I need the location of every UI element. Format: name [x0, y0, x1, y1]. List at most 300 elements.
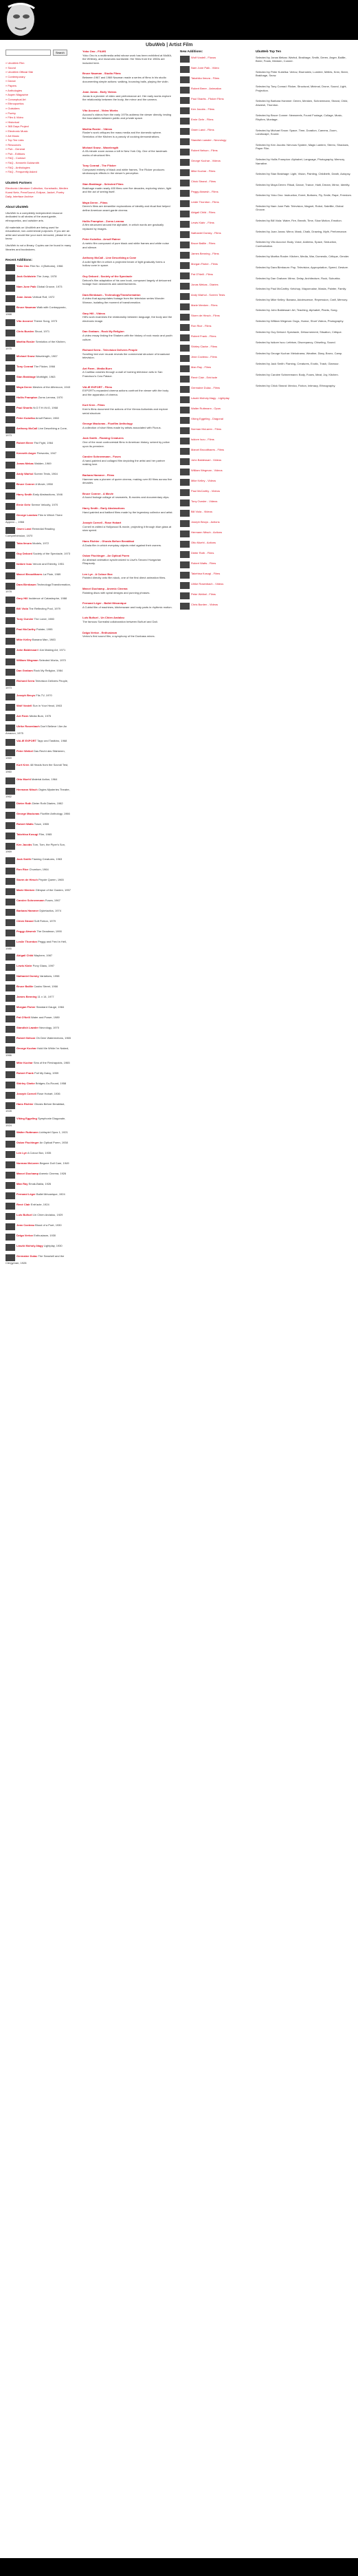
- recent-item[interactable]: [5, 285, 71, 292]
- recent-item-title[interactable]: Ulrike Rosenbach: [16, 724, 40, 728]
- top-ten-block[interactable]: Selected by Bruce Conner: Newsreels, Found Footage, Collage, Music, Rhythm, Montage.: [256, 114, 343, 121]
- recent-item[interactable]: [5, 1161, 71, 1168]
- mid-entry-label[interactable]: Shirley Clarke - Films: [191, 344, 218, 348]
- mid-entry[interactable]: [180, 262, 243, 269]
- recent-item-title[interactable]: Oskar Fischinger: [16, 1141, 39, 1145]
- recent-item-title[interactable]: Chris Burden: [16, 330, 34, 334]
- mid-entry-label[interactable]: Morgan Fisher - Films: [191, 261, 218, 266]
- recent-item[interactable]: [5, 1151, 71, 1158]
- top-ten-block[interactable]: Selected by Jonas Mekas: Warhol, Brakhage, Smith, Deren, Anger, Baillie, Breer, Frank, Menken, Conner.: [256, 55, 346, 63]
- recent-item-title[interactable]: Barbara Hammer: [16, 908, 39, 912]
- recent-item-title[interactable]: Robert Nelson: [16, 1036, 36, 1040]
- mid-entry-label[interactable]: Ron Rice - Films: [191, 323, 212, 328]
- recent-item-title[interactable]: Jean Cocteau: [16, 1223, 35, 1227]
- top-ten-block[interactable]: Selected by George Kuchar: Melodrama, Weather, Diary, Bronx, Camp.: [256, 351, 343, 355]
- recent-item-title[interactable]: Michael Snow: [16, 354, 35, 358]
- main-entry-heading[interactable]: Kurt Kren - Films: [82, 403, 105, 407]
- nav-item[interactable]: » Aspen Magazine: [5, 93, 28, 97]
- mid-entry-label[interactable]: Wolf Vostell - Fluxus: [191, 55, 216, 59]
- recent-item[interactable]: [5, 868, 71, 874]
- recent-item-title[interactable]: Marcel Duchamp: [16, 1172, 39, 1176]
- recent-item[interactable]: [5, 919, 71, 926]
- recent-item-title[interactable]: Bruce Nauman: [16, 305, 36, 309]
- mid-entry-label[interactable]: Robert Watts - Films: [191, 561, 216, 565]
- recent-item-title[interactable]: Morgan Fisher: [16, 1005, 36, 1009]
- mid-entry-label[interactable]: Owen Land - Films: [191, 127, 214, 131]
- mid-entry-label[interactable]: Jonas Mekas - Diaries: [191, 282, 219, 286]
- recent-item-title[interactable]: Robert Breer: [16, 440, 34, 444]
- mid-entry[interactable]: [180, 242, 243, 248]
- nav-item[interactable]: » Top Ten Lists: [5, 138, 24, 142]
- recent-item[interactable]: [5, 648, 71, 655]
- mid-entry-label[interactable]: Standish Lawder - Necrology: [191, 138, 227, 142]
- recent-item[interactable]: [5, 572, 71, 579]
- recent-item[interactable]: [5, 627, 71, 634]
- recent-item-title[interactable]: Jack Smith: [16, 857, 32, 861]
- main-entry-heading[interactable]: Oskar Fischinger - An Optical Poem: [82, 554, 130, 558]
- main-entry-heading[interactable]: Carolee Schneemann - Fuses: [82, 455, 121, 459]
- recent-item-title[interactable]: Kenneth Anger: [16, 451, 36, 455]
- mid-entry[interactable]: [180, 510, 243, 517]
- mid-entry[interactable]: [180, 128, 243, 135]
- recent-item[interactable]: [5, 788, 71, 799]
- recent-item[interactable]: [5, 1071, 71, 1078]
- recent-item-title[interactable]: Vito Acconci: [16, 319, 34, 323]
- recent-item[interactable]: [5, 340, 71, 351]
- nav-item[interactable]: » Papers: [5, 83, 17, 87]
- recent-item[interactable]: [5, 878, 71, 885]
- main-entry-heading[interactable]: Vito Acconci - Video Works: [82, 108, 118, 112]
- mid-entry-label[interactable]: Abigail Child - Films: [191, 210, 216, 214]
- recent-item[interactable]: [5, 930, 71, 936]
- mid-entry[interactable]: [180, 365, 243, 372]
- top-ten-block[interactable]: Selected by Michael Snow: Space, Time, Duration, Camera, Zoom, Landscape, Sound.: [256, 128, 337, 136]
- mid-entry-label[interactable]: Storm de Hirsch - Films: [191, 313, 220, 317]
- recent-item[interactable]: [5, 385, 71, 392]
- mid-entry[interactable]: [180, 572, 243, 579]
- main-entry-heading[interactable]: Dziga Vertov - Enthusiasm: [82, 630, 118, 634]
- recent-item-title[interactable]: Dan Graham: [16, 669, 33, 673]
- mid-entry[interactable]: [180, 180, 243, 186]
- main-entry-heading[interactable]: Gary Hill - Videos: [82, 311, 106, 315]
- top-ten-block[interactable]: Selected by Martha Rosler: Kitchen, Media, War, Domestic, Critique, Gender.: [256, 255, 350, 259]
- mid-entry[interactable]: [180, 190, 243, 197]
- mid-entry-label[interactable]: Dieter Roth - Films: [191, 550, 214, 555]
- main-entry-heading[interactable]: Guy Debord - Society of the Spectacle: [82, 274, 133, 278]
- recent-item[interactable]: [5, 354, 71, 361]
- top-ten-block[interactable]: Selected by Bill Viola: Water, Fire, Breath, Time, Slow Motion, Emotion.: [256, 219, 342, 223]
- mid-entry-label[interactable]: Peter Weibel - Films: [191, 592, 216, 596]
- mid-entry[interactable]: [180, 489, 243, 496]
- mid-entry[interactable]: [180, 211, 243, 217]
- mid-entry-label[interactable]: Chris Burden - Videos: [191, 602, 219, 606]
- recent-item-title[interactable]: Dara Birnbaum: [16, 582, 36, 586]
- mid-entry-label[interactable]: René Clair - Entr'acte: [191, 375, 218, 379]
- recent-item-title[interactable]: Isidore Isou: [16, 561, 32, 566]
- nav-item[interactable]: » Historical: [5, 120, 19, 124]
- main-entry-heading[interactable]: Stan Brakhage - Selected Films: [82, 182, 124, 186]
- mid-entry-label[interactable]: Germaine Dulac - Films: [191, 385, 221, 389]
- recent-item[interactable]: [5, 888, 71, 895]
- mid-entry-label[interactable]: George Kuchar - Videos: [191, 158, 221, 162]
- mid-entry-label[interactable]: Robert Frank - Films: [191, 334, 216, 338]
- recent-item-title[interactable]: Gary Hill: [16, 597, 28, 601]
- recent-item[interactable]: [5, 833, 71, 839]
- recent-item-title[interactable]: Kurt Kren: [16, 763, 30, 767]
- main-entry-heading[interactable]: Joan Jonas - Early Videos: [82, 90, 117, 94]
- recent-item[interactable]: [5, 964, 71, 971]
- top-ten-block[interactable]: Selected by Peter Kubelka: Vertov, Eisenstein, Lumière, Méliès, Kren, Breer, Brakhage, Snow.: [256, 69, 349, 78]
- mid-entry-label[interactable]: Paul Sharits - Flicker Films: [191, 96, 224, 100]
- recent-item-title[interactable]: VALIE EXPORT: [16, 738, 37, 742]
- recent-item[interactable]: [5, 1192, 71, 1199]
- nav-item[interactable]: » Ethnopoetics: [5, 102, 24, 106]
- nav-item[interactable]: » Art Music: [5, 133, 19, 138]
- main-entry-heading[interactable]: Yoko Ono - FILMS: [82, 50, 107, 53]
- recent-item[interactable]: [5, 330, 71, 336]
- nav-item[interactable]: » UbuWeb Official Site: [5, 70, 34, 74]
- recent-item[interactable]: [5, 843, 71, 854]
- mid-entry[interactable]: [180, 376, 243, 383]
- mid-entry-label[interactable]: Pat O'Neill - Films: [191, 272, 213, 276]
- top-ten-block[interactable]: Selected by Joan Jonas: Mirror, Mask, Chalk, Drawing, Myth, Performance.: [256, 229, 348, 233]
- recent-item[interactable]: [5, 472, 71, 479]
- top-ten-block[interactable]: Selected by Vito Acconci: Body, Voice, Address, Space, Seduction, Confrontation.: [256, 240, 337, 248]
- recent-item[interactable]: [5, 562, 71, 569]
- mid-entry[interactable]: [180, 76, 243, 83]
- recent-item-title[interactable]: Owen Land: [16, 527, 32, 531]
- top-ten-block[interactable]: Selected by Yoko Ono: Instruction, Event, Bottoms, Fly, Smile, Rape, Freedom.: [256, 193, 352, 197]
- main-entry-heading[interactable]: Barbara Hammer - Films: [82, 473, 115, 477]
- mid-entry[interactable]: [180, 479, 243, 486]
- recent-item-title[interactable]: Carolee Schneemann: [16, 898, 45, 902]
- recent-item-title[interactable]: Standish Lawder: [16, 1026, 39, 1030]
- nav-item[interactable]: » Pub - Editions: [5, 151, 25, 155]
- nav-item[interactable]: » Outsiders: [5, 106, 20, 110]
- recent-item-title[interactable]: George Maciunas: [16, 812, 40, 816]
- recent-item[interactable]: [5, 1172, 71, 1179]
- recent-item-title[interactable]: Paul Sharits: [16, 405, 33, 409]
- recent-item[interactable]: [5, 396, 71, 402]
- recent-item[interactable]: [5, 1036, 71, 1043]
- recent-item-title[interactable]: Shirley Clarke: [16, 1082, 35, 1086]
- main-entry-heading[interactable]: Martha Rosler - Videos: [82, 127, 113, 131]
- recent-item-title[interactable]: Bruce Conner: [16, 482, 35, 486]
- recent-item[interactable]: [5, 1234, 71, 1241]
- recent-item-title[interactable]: Robert Frank: [16, 1071, 34, 1075]
- recent-item-title[interactable]: George Landow: [16, 513, 38, 517]
- recent-item-title[interactable]: Marie Menken: [16, 888, 35, 892]
- mid-entry[interactable]: [180, 427, 243, 434]
- recent-item[interactable]: [5, 1213, 71, 1220]
- main-entry-heading[interactable]: VALIE EXPORT - Films: [82, 385, 113, 389]
- mid-entry-label[interactable]: Mike Kelley - Videos: [191, 478, 216, 482]
- recent-item-title[interactable]: Joseph Cornell: [16, 1092, 36, 1096]
- mid-entry[interactable]: [180, 118, 243, 125]
- recent-item-title[interactable]: Mike Kuchar: [16, 1061, 33, 1065]
- mid-entry-label[interactable]: Norman McLaren - Films: [191, 427, 222, 431]
- recent-item-title[interactable]: Peter Kubelka: [16, 416, 35, 420]
- mid-entry-label[interactable]: László Moholy-Nagy - Lightplay: [191, 396, 230, 400]
- mid-entry[interactable]: [180, 231, 243, 238]
- mid-entry[interactable]: [180, 530, 243, 537]
- main-entry-heading[interactable]: Marcel Duchamp - Anemic Cinema: [82, 587, 128, 591]
- nav-item[interactable]: » Resources: [5, 142, 21, 147]
- recent-item-title[interactable]: Maya Deren: [16, 385, 32, 389]
- main-entry-heading[interactable]: Dara Birnbaum - Technology/Transformation: [82, 292, 141, 297]
- mid-entry[interactable]: [180, 500, 243, 506]
- mid-entry[interactable]: [180, 97, 243, 104]
- mid-entry[interactable]: [180, 603, 243, 610]
- nav-item[interactable]: » Electronic Music: [5, 129, 28, 133]
- mid-entry[interactable]: [180, 56, 243, 63]
- recent-item-title[interactable]: Luis Buñuel: [16, 1213, 32, 1217]
- main-entry-heading[interactable]: George Maciunas - Fluxfilm Anthology: [82, 422, 133, 426]
- recent-item[interactable]: [5, 1026, 71, 1033]
- mid-entry[interactable]: [180, 221, 243, 228]
- main-entry-heading[interactable]: Joseph Cornell - Rose Hobart: [82, 521, 122, 525]
- recent-item[interactable]: [5, 1254, 71, 1265]
- mid-entry[interactable]: [180, 169, 243, 176]
- recent-item-title[interactable]: Chick Strand: [16, 919, 34, 923]
- mid-entry[interactable]: [180, 541, 243, 548]
- recent-item[interactable]: [5, 1005, 71, 1012]
- recent-item[interactable]: [5, 583, 71, 594]
- mid-entry[interactable]: [180, 396, 243, 403]
- recent-item-title[interactable]: Bill Viola: [16, 607, 28, 611]
- recent-item[interactable]: [5, 909, 71, 916]
- mid-entry-label[interactable]: Ken Jacobs - Films: [191, 107, 215, 111]
- recent-item-title[interactable]: Taka Iimura: [16, 541, 32, 545]
- main-entry-heading[interactable]: Len Lye - A Colour Box: [82, 572, 113, 576]
- nav-item[interactable]: » Poetry: [5, 111, 16, 115]
- recent-item[interactable]: [5, 1092, 71, 1099]
- mid-entry-label[interactable]: Isidore Isou - Films: [191, 437, 214, 441]
- mid-entry[interactable]: [180, 417, 243, 424]
- main-entry-heading[interactable]: Bruce Conner - A Movie: [82, 491, 114, 495]
- top-ten-block[interactable]: Selected by John Baldessari: Art, Teaching, Alphabet, Plants, Song.: [256, 308, 338, 312]
- recent-item-title[interactable]: Ron Rice: [16, 867, 29, 871]
- mid-entry-label[interactable]: Man Ray - Films: [191, 365, 212, 369]
- mid-entry-label[interactable]: Takehisa Kosugi - Films: [191, 571, 221, 575]
- mid-entry-label[interactable]: Nathaniel Dorsky - Films: [191, 230, 221, 235]
- recent-item[interactable]: [5, 1130, 71, 1137]
- recent-item[interactable]: [5, 1046, 71, 1058]
- mid-entry-label[interactable]: Otto Muehl - Actions: [191, 540, 216, 544]
- mid-entry-label[interactable]: Viking Eggeling - Diagonal: [191, 416, 223, 420]
- main-entry-heading[interactable]: Maya Deren - Films: [82, 200, 108, 204]
- recent-item[interactable]: [5, 1182, 71, 1189]
- recent-item-title[interactable]: Bruce Baillie: [16, 985, 34, 989]
- nav-item[interactable]: » Film & Video: [5, 116, 23, 120]
- nav-item[interactable]: » FAQ - Contact: [5, 156, 25, 160]
- main-entry-heading[interactable]: Peter Kubelka - Arnulf Rainer: [82, 237, 121, 242]
- mid-entry-label[interactable]: Ernie Gehr - Films: [191, 117, 214, 121]
- recent-item[interactable]: [5, 441, 71, 448]
- mid-entry-label[interactable]: Marie Menken - Films: [191, 303, 218, 307]
- mid-entry-label[interactable]: Bruce Baillie - Films: [191, 241, 216, 245]
- top-ten-block[interactable]: Selected by Paul McCarthy: Ketchup, Mayonnaise, Masks, Painter, Family.: [256, 287, 347, 291]
- mid-entry-label[interactable]: James Benning - Films: [191, 251, 219, 255]
- nav-item[interactable]: » FAQ - Kenneth Goldsmith: [5, 161, 39, 165]
- recent-item[interactable]: [5, 416, 71, 423]
- recent-item[interactable]: [5, 264, 71, 271]
- nav-item[interactable]: » FAQ - Frequently Asked: [5, 170, 37, 174]
- recent-item-title[interactable]: René Clair: [16, 1203, 30, 1207]
- mid-entry[interactable]: [180, 345, 243, 352]
- recent-item[interactable]: [5, 995, 71, 1002]
- top-ten-block[interactable]: Selected by Mike Kelley: Banana, Adolescence, Repression, Craft, Memory.: [256, 297, 348, 301]
- mid-entry-label[interactable]: Marcel Broodthaers - Films: [191, 447, 225, 451]
- search-input[interactable]: [5, 50, 51, 56]
- recent-item-title[interactable]: Otto Muehl: [16, 777, 31, 781]
- recent-item[interactable]: [5, 427, 71, 438]
- recent-item[interactable]: [5, 763, 71, 774]
- recent-item[interactable]: [5, 954, 71, 960]
- main-entry-heading[interactable]: Dan Graham - Rock My Religion: [82, 330, 124, 334]
- recent-item-title[interactable]: Lewis Klahr: [16, 964, 32, 968]
- recent-item-title[interactable]: Nam June Paik: [16, 284, 36, 288]
- mid-entry-label[interactable]: Paul McCarthy - Videos: [191, 489, 220, 493]
- recent-item-title[interactable]: Hans Richter: [16, 1102, 34, 1106]
- mid-entry-label[interactable]: Chick Strand - Films: [191, 179, 216, 183]
- mid-entry[interactable]: [180, 252, 243, 259]
- main-entry-heading[interactable]: Luis Buñuel - Un Chien Andalou: [82, 616, 124, 620]
- recent-item-title[interactable]: Yoko Ono: [16, 264, 30, 268]
- main-entry-heading[interactable]: Fernand Léger - Ballet Mécanique: [82, 601, 127, 605]
- recent-item[interactable]: [5, 940, 71, 951]
- mid-entry-label[interactable]: Walter Ruttmann - Opus: [191, 406, 221, 410]
- recent-item[interactable]: [5, 607, 71, 614]
- recent-item-title[interactable]: Hollis Frampton: [16, 395, 38, 399]
- mid-entry[interactable]: [180, 355, 243, 362]
- mid-entry-label[interactable]: Nam June Paik - Video: [191, 65, 219, 69]
- recent-item[interactable]: [5, 899, 71, 905]
- nav-item[interactable]: » Pub - General: [5, 147, 25, 151]
- recent-item-title[interactable]: Len Lye: [16, 1151, 27, 1155]
- recent-item[interactable]: [5, 739, 71, 746]
- main-entry-heading[interactable]: Jack Smith - Flaming Creatures: [82, 436, 124, 440]
- mid-entry[interactable]: [180, 200, 243, 207]
- recent-item[interactable]: [5, 812, 71, 819]
- main-entry-heading[interactable]: Hollis Frampton - Zorns Lemma: [82, 219, 124, 223]
- mid-entry[interactable]: [180, 551, 243, 558]
- nav-item[interactable]: » Dance: [5, 79, 16, 83]
- recent-item-title[interactable]: Stan Brakhage: [16, 374, 36, 378]
- recent-item-title[interactable]: Leslie Thornton: [16, 939, 37, 943]
- recent-item-title[interactable]: Nathaniel Dorsky: [16, 974, 39, 978]
- recent-item-title[interactable]: Peggy Ahwesh: [16, 929, 36, 933]
- recent-item-title[interactable]: Mike Kelley: [16, 638, 32, 642]
- recent-item-title[interactable]: Man Ray: [16, 1182, 28, 1186]
- recent-item-title[interactable]: Peter Weibel: [16, 749, 33, 753]
- recent-item[interactable]: [5, 541, 71, 548]
- recent-item-title[interactable]: Tony Conrad: [16, 364, 34, 368]
- mid-entry-label[interactable]: John Baldessari - Videos: [191, 458, 222, 462]
- recent-item[interactable]: [5, 305, 71, 316]
- nav-item[interactable]: » Sound: [5, 65, 16, 69]
- recent-item-title[interactable]: Andy Warhol: [16, 471, 34, 475]
- recent-item[interactable]: [5, 802, 71, 808]
- top-ten-block[interactable]: Selected by Dara Birnbaum: Pop, Television, Appropriation, Speed, Gesture.: [256, 266, 349, 270]
- recent-item-title[interactable]: Takehisa Kosugi: [16, 833, 38, 837]
- recent-item[interactable]: [5, 694, 71, 700]
- recent-item[interactable]: [5, 1016, 71, 1022]
- recent-item-title[interactable]: Robert Watts: [16, 822, 34, 826]
- top-ten-block[interactable]: Selected by Ken Jacobs: Nervous System, Magic Lantern, Stereo, Shadows, Paper Film.: [256, 142, 349, 151]
- recent-item[interactable]: [5, 777, 71, 784]
- recent-item[interactable]: [5, 295, 71, 302]
- recent-item[interactable]: [5, 679, 71, 690]
- main-entry-heading[interactable]: Hans Richter - Ghosts Before Breakfast: [82, 539, 135, 543]
- top-ten-block[interactable]: Selected by Maya Deren: Ritual, Dance, Trance, Haiti, Dream, Mirror, Identity.: [256, 182, 350, 186]
- top-ten-block[interactable]: Selected by Isidore Isou: Lettrism, Discrepancy, Chiseling, Sound.: [256, 341, 336, 345]
- nav-item[interactable]: » Contemporary: [5, 74, 25, 78]
- recent-item-title[interactable]: Harry Smith: [16, 492, 32, 496]
- mid-entry-label[interactable]: William Wegman - Videos: [191, 468, 223, 472]
- recent-item[interactable]: [5, 482, 71, 489]
- recent-item-title[interactable]: Joan Jonas: [16, 294, 32, 299]
- main-entry-heading[interactable]: Ant Farm - Media Burn: [82, 366, 112, 370]
- recent-item[interactable]: [5, 749, 71, 760]
- mid-entry-label[interactable]: Mike Kuchar - Films: [191, 169, 216, 173]
- mid-entry[interactable]: [180, 87, 243, 94]
- nav-item[interactable]: » 365 Days Project: [5, 125, 29, 129]
- recent-item[interactable]: [5, 451, 71, 458]
- recent-item[interactable]: [5, 406, 71, 413]
- recent-item[interactable]: [5, 1102, 71, 1113]
- recent-item-title[interactable]: Wolf Vostell: [16, 703, 32, 707]
- recent-item-title[interactable]: Fernand Léger: [16, 1192, 36, 1196]
- recent-item-title[interactable]: Marcel Broodthaers: [16, 572, 43, 576]
- recent-item[interactable]: [5, 375, 71, 382]
- recent-item[interactable]: [5, 985, 71, 991]
- recent-item-title[interactable]: John Baldessari: [16, 648, 38, 652]
- recent-item[interactable]: [5, 857, 71, 864]
- recent-item[interactable]: [5, 365, 71, 372]
- mid-entry[interactable]: [180, 458, 243, 465]
- recent-item-title[interactable]: Martha Rosler: [16, 340, 35, 344]
- recent-item[interactable]: [5, 462, 71, 469]
- mid-entry[interactable]: [180, 520, 243, 527]
- recent-item-title[interactable]: Joseph Beuys: [16, 693, 36, 697]
- recent-item[interactable]: [5, 1244, 71, 1251]
- mid-entry[interactable]: [180, 107, 243, 114]
- top-ten-block[interactable]: Selected by Tony Conrad: Flicker, Structural, Minimal, Drone, Sound, Light, Projection.: [256, 84, 347, 92]
- mid-entry[interactable]: [180, 407, 243, 414]
- mid-entry[interactable]: [180, 438, 243, 444]
- mid-entry[interactable]: [180, 272, 243, 279]
- recent-item-title[interactable]: Abigail Child: [16, 954, 34, 958]
- mid-entry-label[interactable]: Hermann Nitsch - Actions: [191, 530, 223, 534]
- mid-entry[interactable]: [180, 469, 243, 475]
- nav-item[interactable]: » Anthologies: [5, 88, 23, 92]
- nav-item[interactable]: » Conceptual Art: [5, 97, 26, 101]
- recent-item-title[interactable]: Dieter Roth: [16, 802, 32, 806]
- top-ten-block[interactable]: Selected by Hollis Frampton: Alphabet, Language, Photography, Memory, Narrative.: [256, 157, 345, 165]
- recent-item[interactable]: [5, 275, 71, 281]
- recent-item[interactable]: [5, 597, 71, 603]
- mid-entry[interactable]: [180, 283, 243, 290]
- recent-item[interactable]: [5, 513, 71, 524]
- nav-item[interactable]: » UbuWeb Film: [5, 61, 25, 65]
- recent-item-title[interactable]: Tony Oursler: [16, 617, 34, 621]
- recent-item[interactable]: [5, 552, 71, 559]
- recent-item[interactable]: [5, 1223, 71, 1230]
- recent-item[interactable]: [5, 724, 71, 736]
- recent-item[interactable]: [5, 704, 71, 711]
- mid-entry[interactable]: [180, 138, 243, 145]
